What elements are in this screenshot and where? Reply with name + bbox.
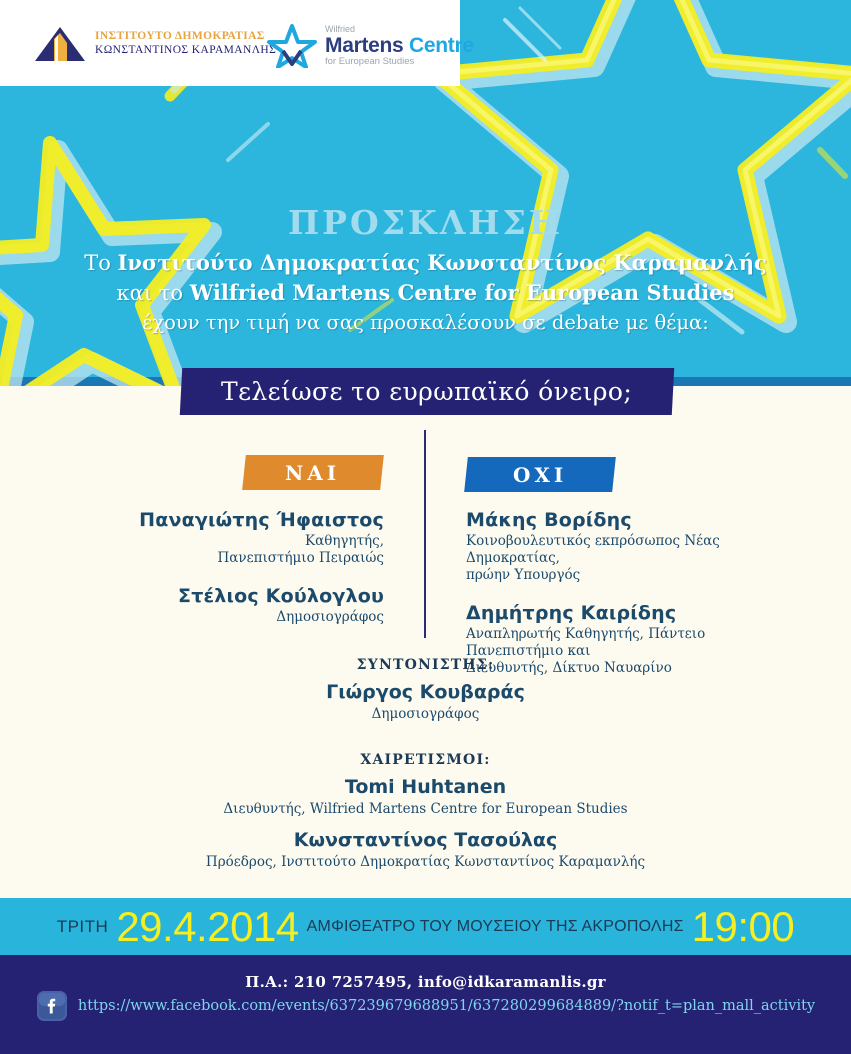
invitation-heading: ΠΡΟΣΚΛΗΣΗ: [287, 203, 564, 242]
event-details-bar: [0, 898, 851, 955]
speaker-name: Μάκης Βορίδης: [466, 509, 632, 531]
logo-institute-of-democracy: [34, 26, 276, 62]
speaker-title: Δημοσιογράφος: [276, 609, 384, 625]
moderator-block: [0, 657, 851, 724]
speaker-title: Αναπληρωτής Καθηγητής, Πάντειο Πανεπιστήμιο και Διευθυντής, Δίκτυο Ναυαρίνο: [466, 626, 706, 676]
event-time: 19:00: [691, 902, 795, 950]
institute-wordmark: [95, 30, 276, 57]
invitation-line-1-prefix: Το: [84, 251, 118, 275]
speaker-entry: [466, 508, 796, 584]
greeting-entry: [0, 775, 851, 819]
greeting-role: Διευθυντής, Wilfried Martens Centre for European Studies: [223, 801, 628, 817]
badge-yes-label: ΝΑΙ: [285, 460, 341, 485]
greeting-name: Tomi Huhtanen: [344, 776, 507, 798]
greeting-role: Πρόεδρος, Ινστιτούτο Δημοκρατίας Κωνσταντίνος Καραμανλής: [205, 854, 646, 870]
invitation-line-1-bold: Ινστιτούτο Δημοκρατίας Κωνσταντίνος Καραμανλής: [117, 250, 767, 275]
invitation-line-1: [0, 248, 851, 278]
speaker-title: Καθηγητής, Πανεπιστήμιο Πειραιώς: [217, 533, 384, 566]
invitation-line-2-prefix: και το: [116, 281, 190, 305]
institute-line-1: ΙΝΣΤΙΤΟΥΤΟ ΔΗΜΟΚΡΑΤΙΑΣ: [95, 30, 265, 43]
martens-wordmark: [325, 25, 474, 67]
moderator-label: ΣΥΝΤΟΝΙΣΤΗΣ:: [356, 657, 495, 673]
martens-line-3: for European Studies: [325, 55, 415, 67]
invitation-body: [0, 248, 851, 338]
speaker-name: Δημήτρης Καιρίδης: [466, 602, 677, 624]
badge-no: [464, 457, 616, 492]
facebook-event-url[interactable]: https://www.facebook.com/events/637239679688951/637280299684889/?notif_t=plan_mall_activity: [77, 998, 816, 1014]
speaker-title: Κοινοβουλευτικός εκπρόσωπος Νέας Δημοκρατίας, πρώην Υπουργός: [466, 533, 720, 583]
moderator-role: Δημοσιογράφος: [371, 706, 480, 722]
invitation-line-3: έχουν την τιμή να σας προσκαλέσουν σε debate με θέμα:: [142, 311, 709, 334]
debate-topic-banner: [180, 368, 674, 415]
greetings-block: [0, 752, 851, 881]
speaker-name: Στέλιος Κούλογλου: [178, 585, 384, 607]
footer-contact: Π.Α.: 210 7257495, info@idkaramanlis.gr: [245, 973, 606, 991]
greeting-entry: [0, 828, 851, 872]
logo-martens-centre: [267, 24, 474, 68]
greeting-name: Κωνσταντίνος Τασούλας: [293, 829, 558, 851]
event-date: 29.4.2014: [116, 902, 299, 950]
speaker-entry: [104, 508, 384, 567]
institute-line-2: ΚΩΝΣΤΑΝΤΙΝΟΣ ΚΑΡΑΜΑΝΛΗΣ: [95, 44, 277, 56]
badge-no-label: ΟΧΙ: [512, 462, 568, 487]
martens-star-icon: [267, 24, 317, 68]
footer-link-row: [0, 990, 851, 1022]
column-divider: [424, 430, 426, 638]
badge-yes: [242, 455, 384, 490]
debate-topic-text: Τελείωσε το ευρωπαϊκό όνειρο;: [221, 377, 633, 406]
greetings-label: ΧΑΙΡΕΤΙΣΜΟΙ:: [360, 752, 491, 768]
martens-line-1: Wilfried: [325, 24, 356, 35]
martens-name: Martens: [325, 33, 404, 57]
martens-line-2: [325, 35, 474, 57]
column-yes-speakers: [104, 508, 384, 643]
event-day: ΤΡΙΤΗ: [56, 916, 109, 936]
event-venue: ΑΜΦΙΘΕΑΤΡΟ ΤΟΥ ΜΟΥΣΕΙΟΥ ΤΗΣ ΑΚΡΟΠΟΛΗΣ: [306, 917, 684, 935]
speaker-entry: [104, 584, 384, 626]
martens-centre-word: Centre: [408, 33, 474, 57]
invitation-line-2: [0, 278, 851, 308]
speaker-name: Παναγιώτης Ήφαιστος: [139, 509, 384, 531]
institute-triangle-icon: [34, 26, 86, 62]
facebook-icon[interactable]: [36, 990, 68, 1022]
moderator-name: Γιώργος Κουβαράς: [326, 681, 525, 703]
invitation-line-2-bold: Wilfried Martens Centre for European Studies: [189, 280, 735, 305]
